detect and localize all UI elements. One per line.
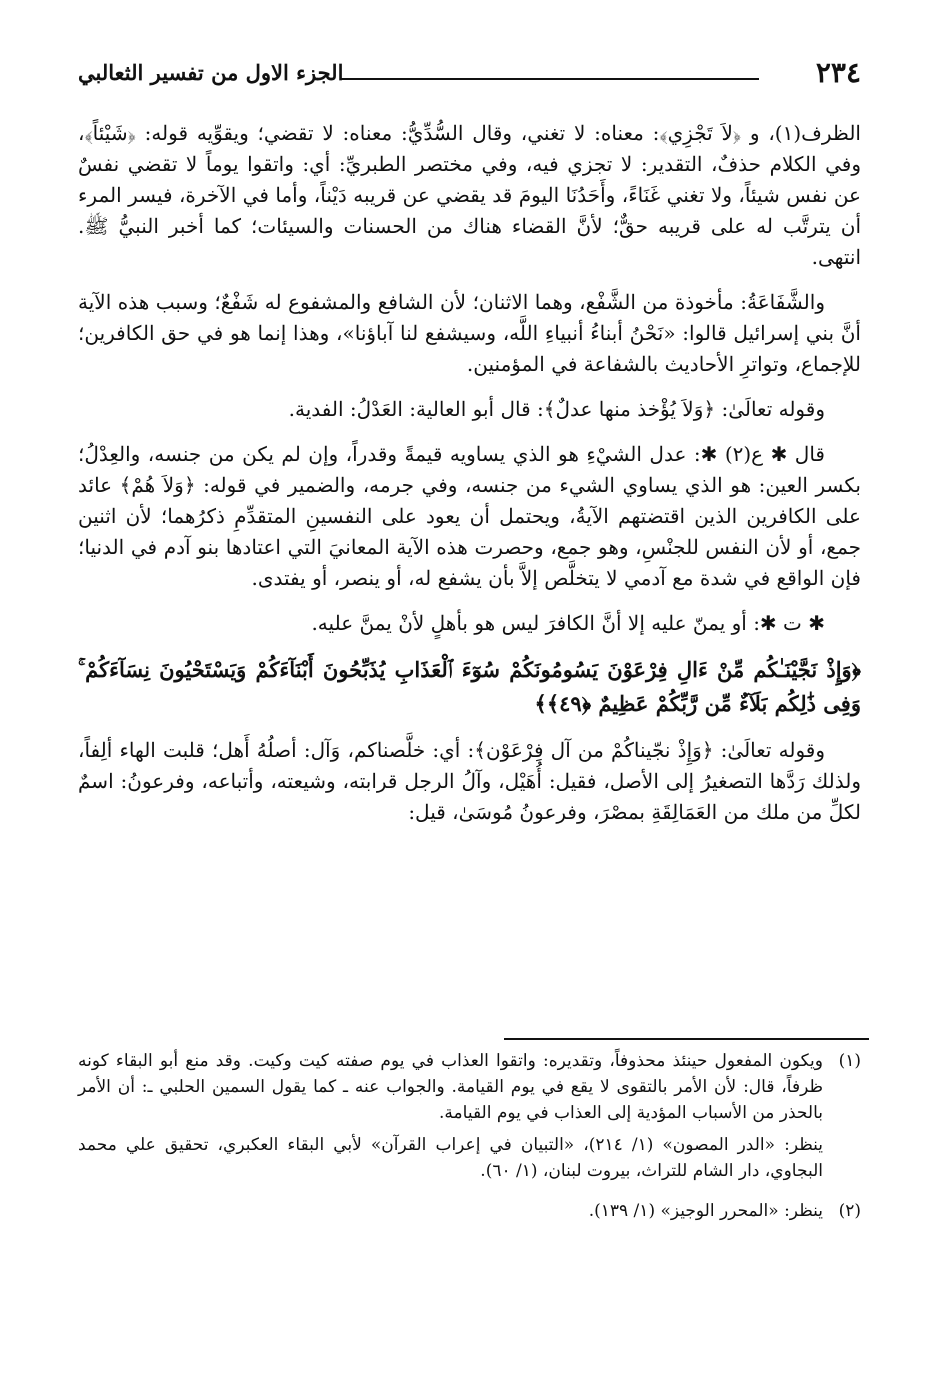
page-number: ٢٣٤ (815, 56, 861, 89)
footnote-body (78, 1048, 823, 1190)
paragraph: قال ✱ ع(٢) ✱: عدل الشيْءِ هو الذي يساويه قيمةً وقدراً، وإن لم يكن من جنسه، والعِدْلُ؛ بكسر العين: هو الذي يساوي الشيء من جنسه، وفي جرمه، والضمير في قوله: ﴿وَلاَ هُمْ﴾ عائد على الكافرين الذين اقتضتهم الآيةُ، ويحتمل أن يعود على النفسينِ المتقدِّمِ ذكرُهما؛ لأن اثنين جمع، أو لأن النفس للجنْسِ، وهو جمع، وحصرت هذه الآية المعانيَ التي اعتادها بنو آدم في الدنيا؛ فإن الواقع في شدة مع آدمي لا يتخلَّص إلاَّ بأن يشفع له، أو ينصر، أو يفتدى. (78, 442, 861, 590)
quran-verse: ﴿وَإِذْ نَجَّيْنَـٰكُم مِّنْ ءَالِ فِرْعَوْنَ يَسُومُونَكُمْ سُوٓءَ ٱلْعَذَابِ يُذَبِّحُونَ أَبْنَآءَكُمْ وَيَسْتَحْيُونَ نِسَآءَكُمْ ۚ وَفِى ذَٰلِكُم بَلَآءٌ مِّن رَّبِّكُمْ عَظِيمٌ ﴿٤٩﴾﴾ (78, 657, 861, 716)
footnote-rule (504, 1038, 869, 1040)
paragraph: وقوله تعالَىٰ: ﴿وَإِذْ نجّيناكُمْ من آل فِرْعَوْن﴾: أي: خلَّصناكم، وَآل: أصلُهُ أَهل؛ قلبت الهاء ألِفاً، ولذلك رَدَّها التصغيرُ إلى الأصل، فقيل: أُهَيْل، وآلُ الرجل قرابته، وشيعته، وأتباعه، وفرعونُ: اسمٌ لكلِّ من ملك من العَمَالِقَةِ بمصْرَ، وفرعونُ مُوسَىٰ، قيل: (78, 738, 862, 824)
footnote-text: ينظر: «الدر المصون» (١/ ٢١٤)، «التبيان في إعراب القرآن» لأبي البقاء العكبري، تحقيق علي محمد البجاوي، دار الشام للتراث، بيروت لبنان، (١/ ٦٠). (78, 1135, 824, 1181)
page-header (78, 56, 861, 96)
footnote-2 (78, 1198, 861, 1230)
running-title: الجزء الاول من تفسير الثعالبي (78, 60, 344, 85)
paragraph: والشَّفَاعَةُ: مأخوذة من الشَّفْع، وهما الاثنان؛ لأن الشافع والمشفوع له شَفْعٌ؛ وسبب هذه الآية أنَّ بني إسرائيل قالوا: «نَحْنُ أبناءُ أنبياءِ اللَّه، وسيشفع لنا آباؤنا»، وهذا إنما هو في حق الكافرين؛ للإجماع، وتواترِ الأحاديث بالشفاعة في المؤمنين. (78, 290, 861, 376)
footnote-text: ينظر: «المحرر الوجيز» (١/ ١٣٩). (588, 1201, 823, 1221)
footnote-text: ويكون المفعول حينئذ محذوفاً، وتقديره: واتقوا العذاب في يوم صفته كيت وكيت. وقد منع أبو البقاء كونه ظرفاً، قال: لأن الأمر بالتقوى لا يقع في يوم القيامة. والجواب عنه ـ كما يقول السمين الحلبي ـ: أن الأمر بالحذر من الأسباب المؤدية إلى العذاب في يوم القيامة. (78, 1051, 823, 1123)
header-rule (340, 78, 759, 80)
footnote-number: (٢) (838, 1201, 861, 1221)
footnote-1 (78, 1048, 861, 1190)
main-text (78, 118, 861, 842)
footnotes (78, 1048, 861, 1238)
paragraph: الظرف(١)، و ﴿لاَ تَجْزِي﴾: معناه: لا تغني، وقال السُّدِّيُّ: معناه: لا تقضي؛ ويقوِّيه قوله: ﴿شَيْئاً﴾، وفي الكلام حذفٌ، التقدير: لا تجزي فيه، وفي مختصر الطبريِّ: أي: واتقوا يوماً لا تقضي نفسٌ عن نفس شيئاً، ولا تغني غَنَاءً، وأَحَدُنَا اليومَ قد يقضي عن قريبه دَيْناً، وأما في الآخرة، فيسر المرء أن يترتَّب له على قريبه حقٌّ؛ لأنَّ القضاء هناك من الحسنات والسيئات؛ كما أخبر النبيُّ ﷺ. انتهى. (78, 121, 862, 269)
paragraph: ✱ ت ✱: أو يمنّ عليه إلا أنَّ الكافرَ ليس هو بأهلٍ لأنْ يمنَّ عليه. (311, 611, 825, 635)
paragraph: وقوله تعالَىٰ: ﴿وَلاَ يُؤْخذ منها عدلٌ﴾: قال أبو العالية: العَدْلُ: الفدية. (288, 397, 825, 421)
footnote-number: (١) (838, 1051, 861, 1071)
footnote-body (78, 1198, 823, 1230)
